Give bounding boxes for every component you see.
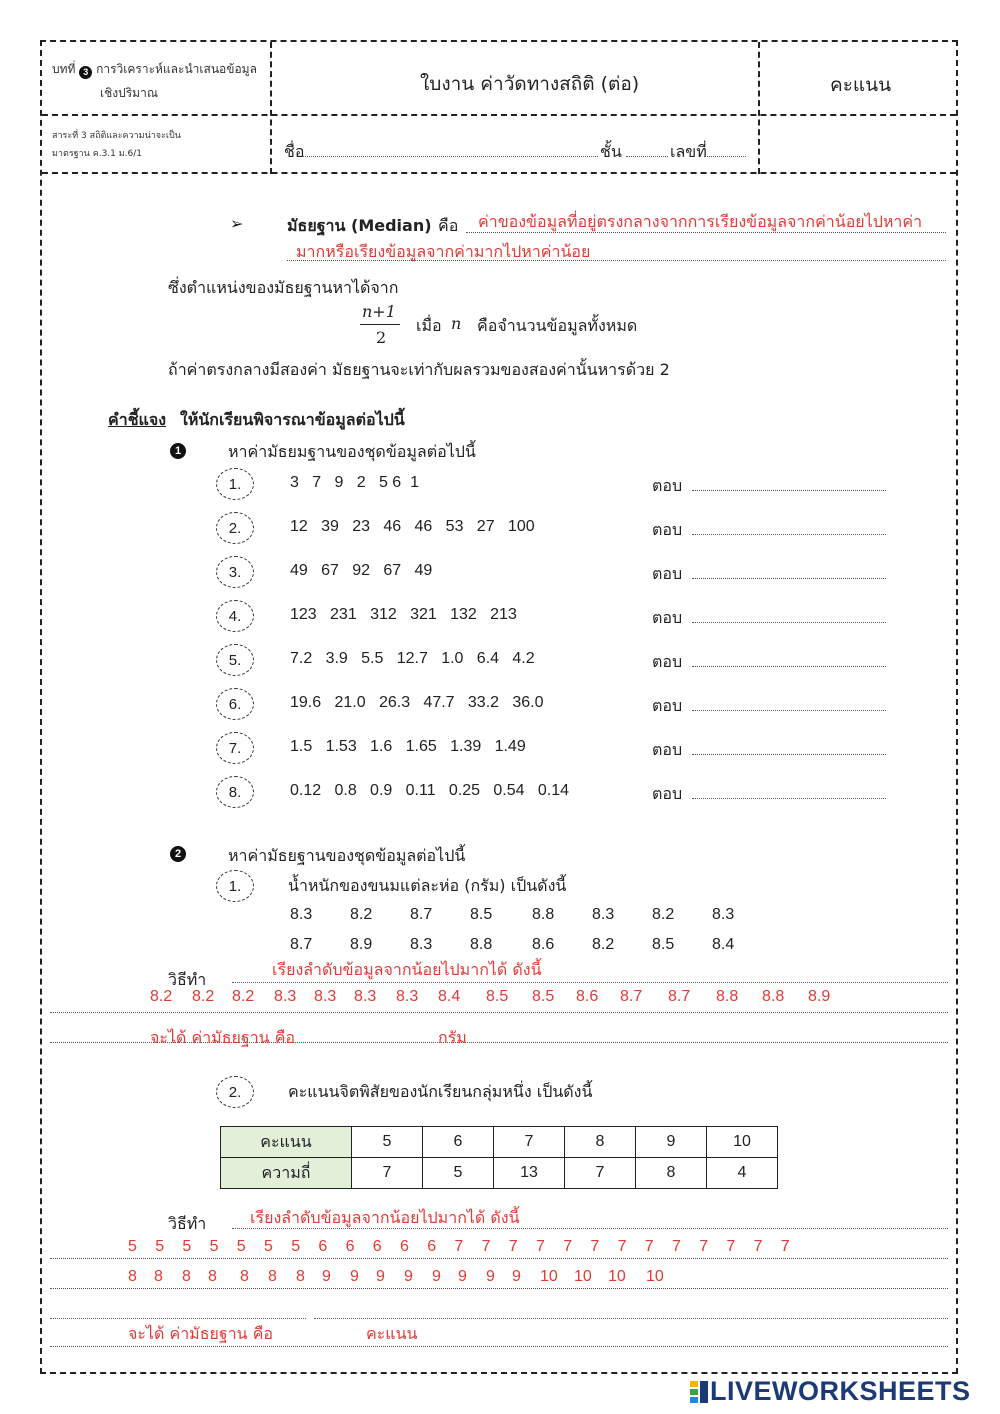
answer-field[interactable] <box>692 490 886 491</box>
sorted-value[interactable]: 5 <box>128 1238 137 1255</box>
sorted-value[interactable]: 9 <box>512 1268 521 1285</box>
method-label: วิธีทำ <box>168 1214 207 1233</box>
sorted-value[interactable]: 6 <box>318 1238 328 1255</box>
question-number: 2. <box>216 1076 254 1108</box>
sorted-value[interactable]: 9 <box>432 1268 441 1285</box>
data-set: 7.2 3.9 5.5 12.7 1.0 6.4 4.2 <box>290 650 535 667</box>
data-set: 49 67 92 67 49 <box>290 562 433 579</box>
answer-field[interactable] <box>692 578 886 579</box>
sorted-value[interactable]: 8 <box>182 1268 191 1285</box>
sorted-value[interactable]: 8.9 <box>808 988 831 1005</box>
data-value: 8.3 <box>410 936 433 953</box>
formula-bar <box>360 324 400 325</box>
freq-cell: 7 <box>352 1158 423 1189</box>
arrow-icon: ➢ <box>230 214 244 233</box>
sorted-value[interactable]: 7 <box>617 1238 627 1255</box>
sorted-value[interactable]: 10 <box>574 1268 592 1285</box>
sorted-value[interactable]: 7 <box>672 1238 681 1255</box>
sorted-value[interactable]: 8.3 <box>274 988 297 1005</box>
page-title: ใบงาน ค่าวัดทางสถิติ (ต่อ) <box>420 73 640 95</box>
sorted-value[interactable]: 7 <box>753 1238 763 1255</box>
data-value: 8.2 <box>592 936 615 953</box>
work-line <box>314 1318 948 1319</box>
sort-instruction[interactable]: เรียงลำดับข้อมูลจากน้อยไปมากได้ ดังนี้ <box>250 1208 520 1227</box>
q2-text: คะแนนจิตพิสัยของนักเรียนกลุ่มหนึ่ง เป็นดังนี้ <box>288 1082 593 1101</box>
sorted-value[interactable]: 6 <box>345 1238 355 1255</box>
header-divider <box>758 42 760 174</box>
class-label: ชั้น <box>600 142 622 161</box>
instructions-label: คำชี้แจง <box>108 410 167 429</box>
freq-cell: 4 <box>707 1158 778 1189</box>
answer-field[interactable] <box>692 622 886 623</box>
data-value: 8.8 <box>532 906 555 923</box>
sorted-value[interactable]: 8.7 <box>620 988 643 1005</box>
two-middle-rule: ถ้าค่าตรงกลางมีสองค่า มัธยฐานจะเท่ากับผลรวมของสองค่านั้นหารด้วย 2 <box>168 360 670 379</box>
lesson-label: บทที่ 3 การวิเคราะห์และนำเสนอข้อมูล <box>52 62 257 77</box>
lesson-subtitle: เชิงปริมาณ <box>100 86 158 100</box>
sorted-value[interactable]: 9 <box>486 1268 495 1285</box>
question-number: 1. <box>216 870 254 902</box>
sorted-value[interactable]: 8.3 <box>396 988 419 1005</box>
sorted-value[interactable]: 9 <box>404 1268 413 1285</box>
definition-answer[interactable]: ค่าของข้อมูลที่อยู่ตรงกลางจากการเรียงข้อมูลจากค่าน้อยไปหาค่า <box>478 212 923 231</box>
formula-denominator: 2 <box>376 328 387 347</box>
sorted-value[interactable]: 7 <box>726 1238 736 1255</box>
freq-cell: 8 <box>636 1158 707 1189</box>
result-text[interactable]: จะได้ ค่ามัธยฐาน คือ <box>128 1324 274 1343</box>
result-unit[interactable]: กรัม <box>438 1028 467 1047</box>
sorted-value[interactable]: 5 <box>236 1238 246 1255</box>
data-value: 8.3 <box>592 906 615 923</box>
method-label: วิธีทำ <box>168 970 207 989</box>
part1-heading: หาค่ามัธยมฐานของชุดข้อมูลต่อไปนี้ <box>228 442 476 461</box>
work-line <box>50 1012 948 1013</box>
data-value: 8.7 <box>290 936 313 953</box>
sorted-value[interactable]: 10 <box>646 1268 664 1285</box>
sorted-value[interactable]: 9 <box>458 1268 467 1285</box>
data-set: 19.6 21.0 26.3 47.7 33.2 36.0 <box>290 694 544 711</box>
data-value: 8.3 <box>290 906 313 923</box>
question-number: 5. <box>216 644 254 676</box>
freq-header: ความถี่ <box>221 1158 352 1189</box>
score-cell: 8 <box>565 1127 636 1158</box>
name-label: ชื่อ <box>284 142 305 161</box>
sorted-value[interactable]: 5 <box>209 1238 219 1255</box>
header-divider <box>42 172 956 174</box>
answer-label: ตอบ <box>652 564 683 583</box>
header-divider <box>270 42 272 174</box>
name-field[interactable] <box>302 156 598 157</box>
sorted-value[interactable]: 5 <box>155 1238 165 1255</box>
sorted-value[interactable]: 6 <box>427 1238 437 1255</box>
data-set: 1.5 1.53 1.6 1.65 1.39 1.49 <box>290 738 526 755</box>
question-number: 3. <box>216 556 254 588</box>
position-text: ซึ่งตำแหน่งของมัธยฐานหาได้จาก <box>168 278 399 297</box>
sorted-value[interactable]: 8.4 <box>438 988 461 1005</box>
sorted-value[interactable]: 10 <box>540 1268 558 1285</box>
sorted-value[interactable]: 7 <box>508 1238 518 1255</box>
answer-label: ตอบ <box>652 608 683 627</box>
score-cell: 10 <box>707 1127 778 1158</box>
part1-bullet: 1 <box>170 443 186 459</box>
sorted-value[interactable]: 8 <box>240 1268 249 1285</box>
data-value: 8.5 <box>652 936 675 953</box>
data-value: 8.2 <box>652 906 675 923</box>
data-value: 8.7 <box>410 906 433 923</box>
answer-label: ตอบ <box>652 652 683 671</box>
data-value: 8.2 <box>350 906 373 923</box>
score-row <box>221 1127 778 1158</box>
sorted-value[interactable]: 5 <box>182 1238 192 1255</box>
data-set: 3 7 9 2 5 6 1 <box>290 474 419 491</box>
formula-description: คือจำนวนข้อมูลทั้งหมด <box>477 316 638 335</box>
data-value: 8.5 <box>470 906 493 923</box>
question-number: 2. <box>216 512 254 544</box>
result-text[interactable]: จะได้ ค่ามัธยฐาน คือ <box>150 1028 296 1047</box>
formula-when: เมื่อ <box>416 316 442 335</box>
sorted-value[interactable]: 8.5 <box>486 988 509 1005</box>
freq-cell: 13 <box>494 1158 565 1189</box>
data-value: 8.9 <box>350 936 373 953</box>
frequency-table <box>220 1126 778 1189</box>
part2-bullet: 2 <box>170 846 186 862</box>
median-term: มัธยฐาน (Median) <box>287 216 432 235</box>
work-line <box>50 1288 948 1289</box>
sorted-value[interactable]: 8 <box>154 1268 163 1285</box>
class-field[interactable] <box>626 156 668 157</box>
sorted-value[interactable]: 7 <box>699 1238 709 1255</box>
sorted-value[interactable]: 8.3 <box>354 988 377 1005</box>
liveworksheets-logo <box>690 1376 971 1407</box>
work-line <box>50 1258 948 1259</box>
sorted-value[interactable]: 8.8 <box>716 988 739 1005</box>
sorted-value[interactable]: 7 <box>590 1238 600 1255</box>
sorted-value[interactable]: 8 <box>208 1268 217 1285</box>
sorted-value[interactable]: 10 <box>608 1268 626 1285</box>
data-set: 12 39 23 46 46 53 27 100 <box>290 518 535 535</box>
sorted-value[interactable]: 5 <box>264 1238 273 1255</box>
data-value: 8.8 <box>470 936 493 953</box>
definition-answer[interactable]: มากหรือเรียงข้อมูลจากค่ามากไปหาค่าน้อย <box>296 242 591 261</box>
data-set: 123 231 312 321 132 213 <box>290 606 517 623</box>
answer-field[interactable] <box>692 798 886 799</box>
header-divider <box>42 114 956 116</box>
part2-heading: หาค่ามัธยฐานของชุดข้อมูลต่อไปนี้ <box>228 846 466 865</box>
sorted-value[interactable]: 7 <box>536 1238 545 1255</box>
formula-variable: n <box>451 314 462 333</box>
sorted-value[interactable]: 8.8 <box>762 988 785 1005</box>
answer-label: ตอบ <box>652 784 683 803</box>
instructions-text: ให้นักเรียนพิจารณาข้อมูลต่อไปนี้ <box>180 410 405 429</box>
answer-field[interactable] <box>692 754 886 755</box>
strand-label: สาระที่ 3 สถิติและความน่าจะเป็น <box>52 131 181 141</box>
standard-label: มาตรฐาน ค.3.1 ม.6/1 <box>52 149 143 159</box>
sorted-value[interactable]: 7 <box>481 1238 491 1255</box>
question-number: 4. <box>216 600 254 632</box>
question-number: 7. <box>216 732 254 764</box>
work-line <box>50 1318 306 1319</box>
number-label: เลขที่ <box>670 142 707 161</box>
formula-numerator: n+1 <box>362 302 396 321</box>
sorted-value[interactable]: 6 <box>400 1238 409 1255</box>
data-value: 8.3 <box>712 906 735 923</box>
sorted-value[interactable]: 8.5 <box>532 988 555 1005</box>
freq-row <box>221 1158 778 1189</box>
q1-text: น้ำหนักของขนมแต่ละห่อ (กรัม) เป็นดังนี้ <box>288 876 567 895</box>
is-label: คือ <box>438 216 459 235</box>
sorted-value[interactable]: 7 <box>780 1238 790 1255</box>
sorted-value[interactable]: 7 <box>563 1238 573 1255</box>
sorted-value[interactable]: 8.6 <box>576 988 599 1005</box>
number-field[interactable] <box>704 156 746 157</box>
sorted-value[interactable]: 8.2 <box>150 988 173 1005</box>
freq-cell: 7 <box>565 1158 636 1189</box>
score-cell: 7 <box>494 1127 565 1158</box>
score-cell: 9 <box>636 1127 707 1158</box>
data-value: 8.6 <box>532 936 555 953</box>
sorted-value[interactable]: 7 <box>644 1238 654 1255</box>
score-cell: 5 <box>352 1127 423 1158</box>
sorted-value[interactable]: 8.2 <box>232 988 255 1005</box>
question-number: 1. <box>216 468 254 500</box>
answer-field[interactable] <box>692 666 886 667</box>
sort-instruction[interactable]: เรียงลำดับข้อมูลจากน้อยไปมากได้ ดังนี้ <box>272 960 542 979</box>
sorted-value[interactable]: 7 <box>454 1238 464 1255</box>
brand-name: LIVEWORKSHEETS <box>710 1376 971 1406</box>
sorted-value[interactable]: 8 <box>268 1268 277 1285</box>
answer-field[interactable] <box>692 710 886 711</box>
result-unit[interactable]: คะแนน <box>366 1324 418 1343</box>
lesson-number-badge: 3 <box>79 66 92 79</box>
question-number: 6. <box>216 688 254 720</box>
answer-field[interactable] <box>692 534 886 535</box>
answer-label: ตอบ <box>652 696 683 715</box>
score-cell: 6 <box>423 1127 494 1158</box>
logo-icon <box>690 1381 708 1403</box>
sorted-value[interactable]: 8.2 <box>192 988 215 1005</box>
sorted-value[interactable]: 8.3 <box>314 988 337 1005</box>
sorted-value[interactable]: 9 <box>376 1268 385 1285</box>
data-value: 8.4 <box>712 936 735 953</box>
answer-label: ตอบ <box>652 476 683 495</box>
sorted-value[interactable]: 8.7 <box>668 988 691 1005</box>
score-header: คะแนน <box>221 1127 352 1158</box>
sorted-value[interactable]: 9 <box>322 1268 331 1285</box>
freq-cell: 5 <box>423 1158 494 1189</box>
question-number: 8. <box>216 776 254 808</box>
sorted-value[interactable]: 8 <box>128 1268 137 1285</box>
score-label: คะแนน <box>830 74 892 96</box>
sorted-value[interactable]: 8 <box>296 1268 305 1285</box>
answer-label: ตอบ <box>652 520 683 539</box>
sorted-value[interactable]: 9 <box>350 1268 359 1285</box>
sorted-value[interactable]: 6 <box>372 1238 382 1255</box>
answer-label: ตอบ <box>652 740 683 759</box>
data-set: 0.12 0.8 0.9 0.11 0.25 0.54 0.14 <box>290 782 570 799</box>
sorted-value[interactable]: 5 <box>291 1238 301 1255</box>
